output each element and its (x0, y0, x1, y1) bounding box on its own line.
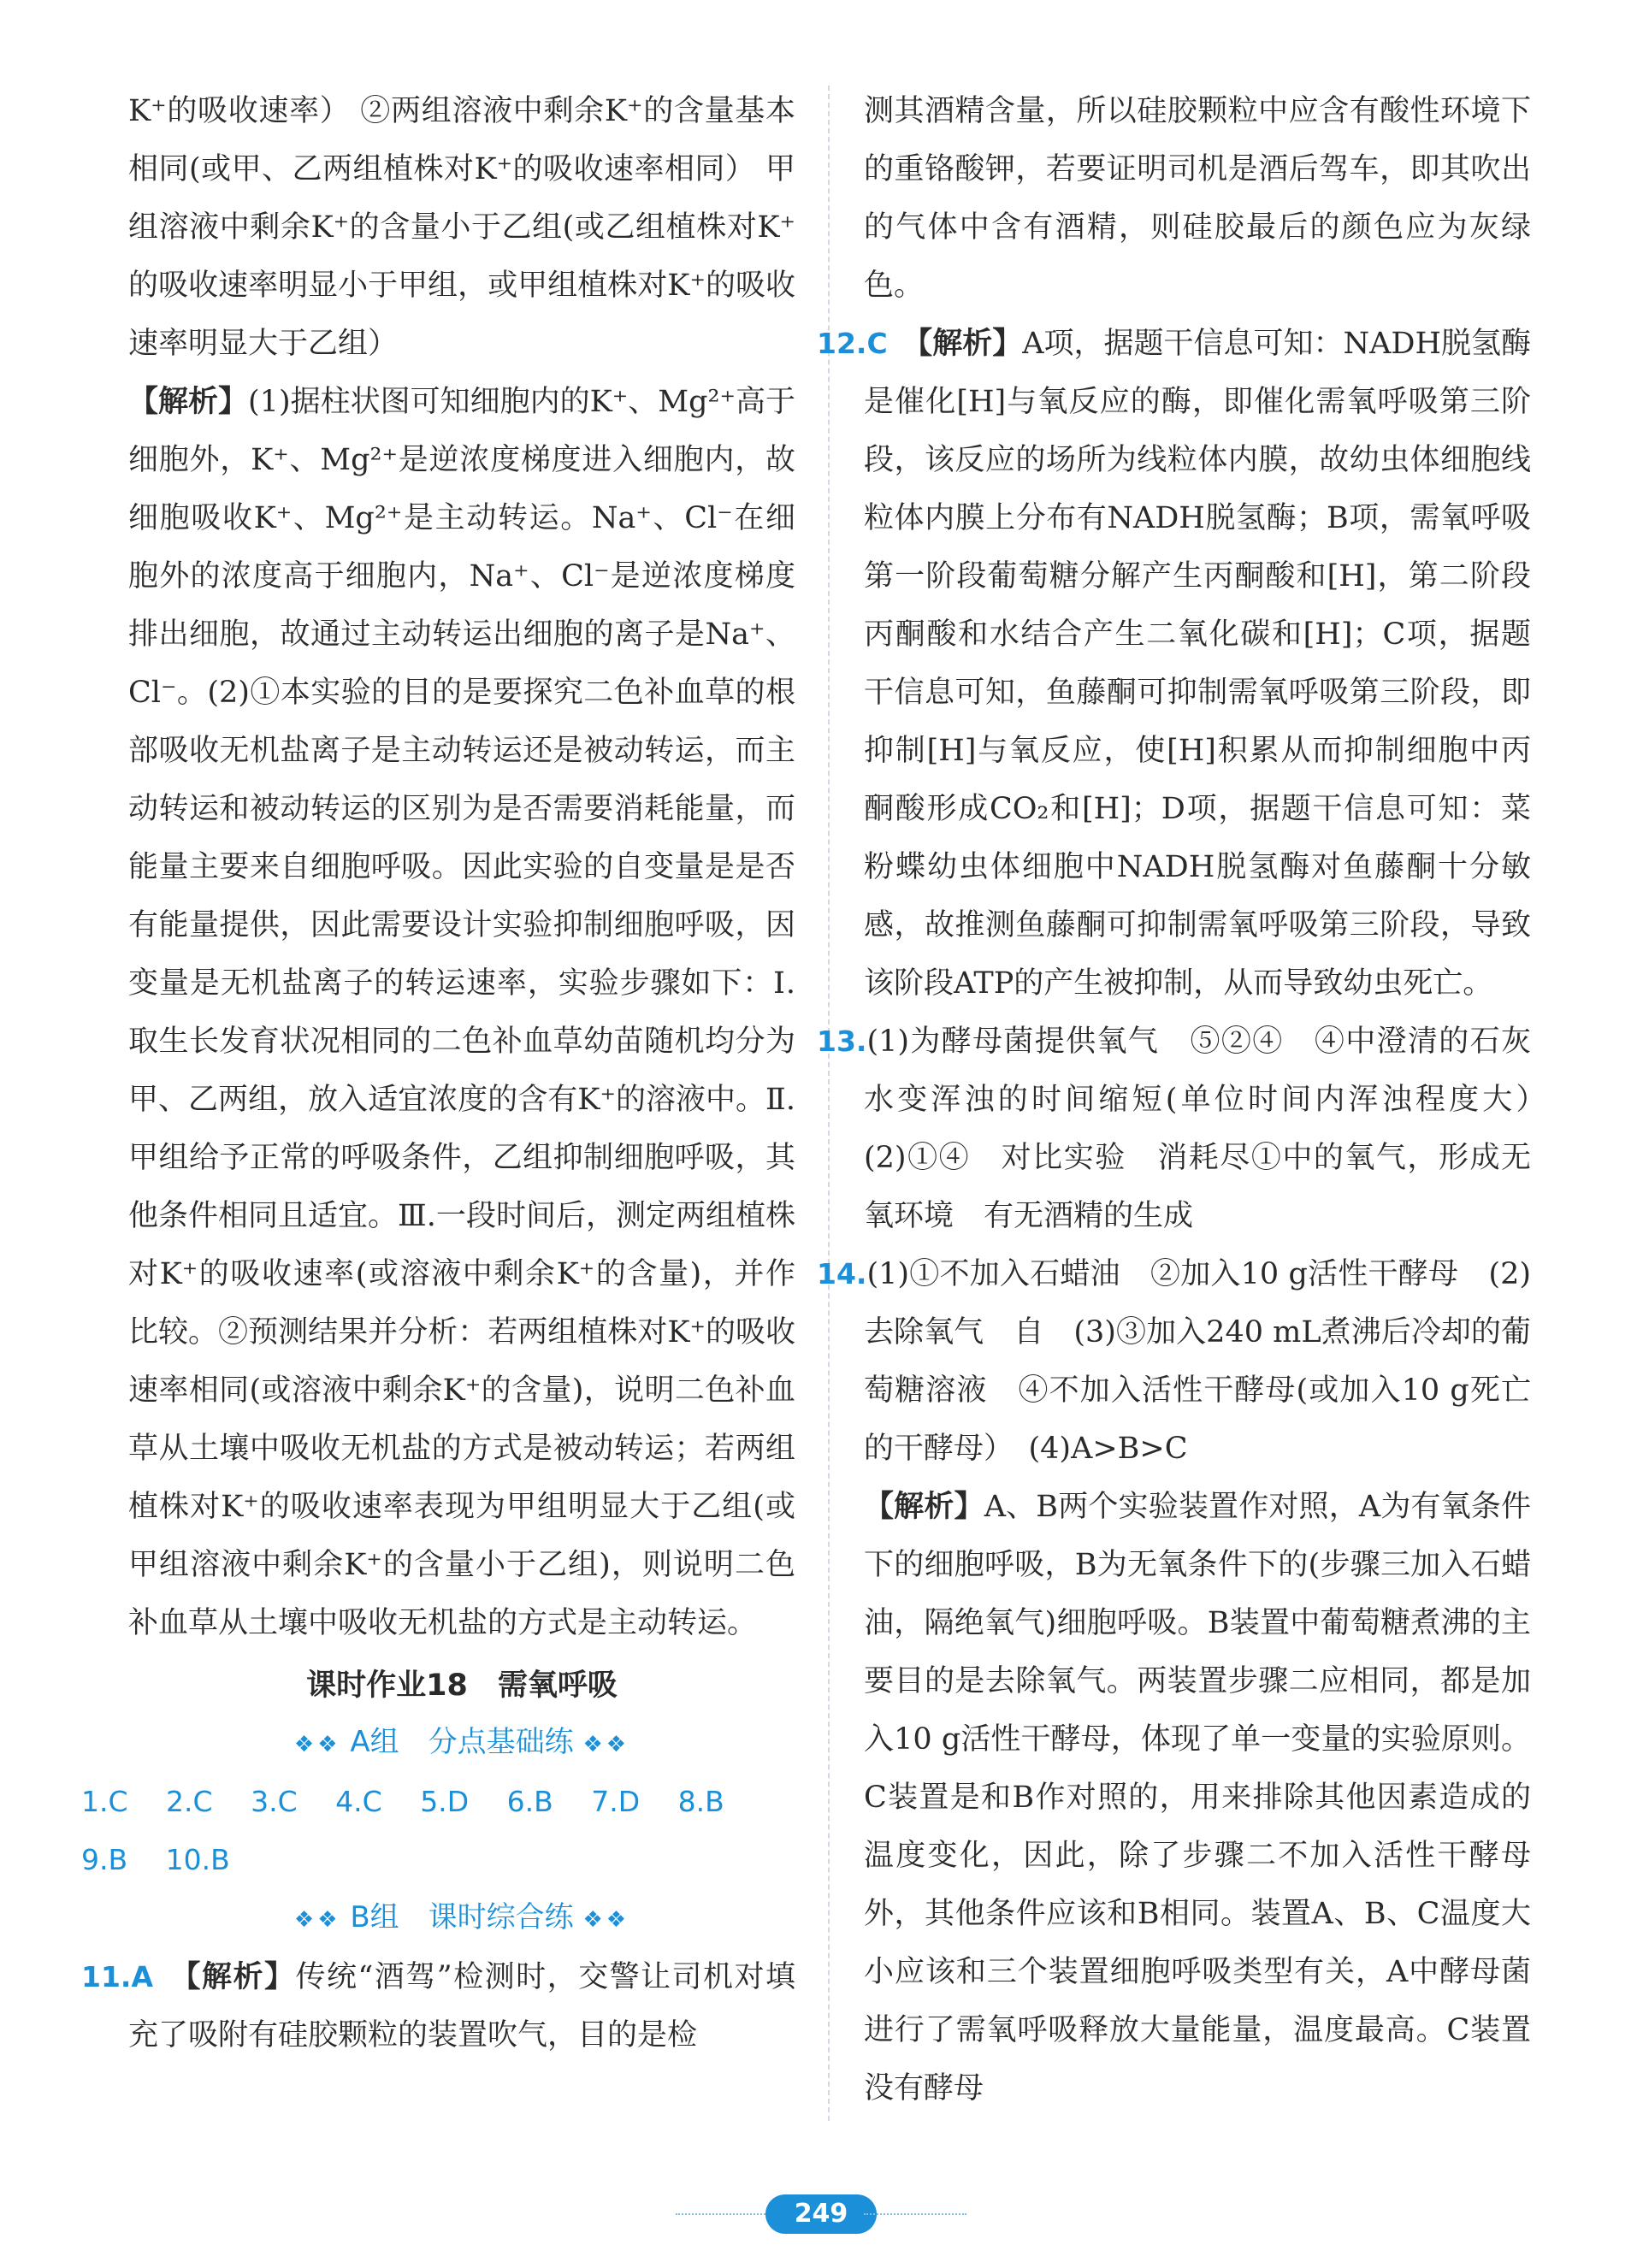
answer-4: 4.C (335, 1785, 382, 1818)
right-column (817, 82, 1562, 2117)
page-footer (0, 2189, 1643, 2241)
q14-number: 14. (817, 1257, 867, 1291)
answer-8: 8.B (677, 1785, 724, 1818)
page-number: 249 (765, 2194, 877, 2234)
group-a-title: ❖❖ A组 分点基础练 ❖❖ (293, 1725, 630, 1759)
answer-list (81, 1773, 795, 1889)
q11: 11.A 【解析】传统“酒驾”检测时，交警让司机对填充了吸附有硅胶颗粒的装置吹气，目的是检 (81, 1960, 795, 2052)
section-title: 课时作业18 需氧呼吸 (306, 1669, 618, 1703)
q13: 13.(1)为酵母菌提供氧气 ⑤②④ ④中澄清的石灰水变浑浊的时间缩短(单位时间内浑浊程度大） (2)①④ 对比实验 消耗尽①中的氧气，形成无氧环境 有无酒精的生成 (817, 1025, 1562, 1233)
q11-continued: 测其酒精含量，所以硅胶颗粒中应含有酸性环境下的重铬酸钾，若要证明司机是酒后驾车，即其吹出的气体中含有酒精，则硅胶最后的颜色应为灰绿色。 (864, 94, 1531, 303)
diamond-deco-icon: ❖❖ (582, 1732, 630, 1757)
q12-number: 12.C (817, 327, 888, 360)
diamond-deco-icon: ❖❖ (293, 1732, 341, 1757)
answer-6: 6.B (506, 1785, 553, 1818)
answer-7: 7.D (591, 1785, 641, 1818)
diamond-deco-icon: ❖❖ (293, 1907, 341, 1933)
q14: 14.(1)①不加入石蜡油 ②加入10 g活性干酵母 (2)去除氧气 自 (3)③加入240 mL煮沸后冷却的葡萄糖溶液 ④不加入活性干酵母(或加入10 g死亡的干酵母） (4)A>B>C (817, 1257, 1531, 1466)
diamond-deco-icon: ❖❖ (582, 1907, 630, 1933)
answer-9: 9.B (81, 1843, 128, 1876)
group-b-title: ❖❖ B组 课时综合练 ❖❖ (293, 1900, 630, 1934)
footer-rule-right (864, 2213, 966, 2215)
q10-answer-continued: K⁺的吸收速率） ②两组溶液中剩余K⁺的含量基本相同(或甲、乙两组植株对K⁺的吸收速率相同） 甲组溶液中剩余K⁺的含量小于乙组(或乙组植株对K⁺的吸收速率明显小于甲组，或甲组植株对K⁺的吸收速率明显大于乙组） (128, 94, 795, 361)
q12: 12.C 【解析】A项，据题干信息可知：NADH脱氢酶是催化[H]与氧反应的酶，即催化需氧呼吸第三阶段，该反应的场所为线粒体内膜，故幼虫体细胞线粒体内膜上分布有NADH脱氢酶；B项，需氧呼吸第一阶段葡萄糖分解产生丙酮酸和[H]，第二阶段丙酮酸和水结合产生二氧化碳和[H]；C项，据题干信息可知，鱼藤酮可抑制需氧呼吸第三阶段，即抑制[H]与氧反应，使[H]积累从而抑制细胞中丙酮酸形成CO₂和[H]；D项，据题干信息可知：菜粉蝶幼虫体细胞中NADH脱氢酶对鱼藤酮十分敏感，故推测鱼藤酮可抑制需氧呼吸第三阶段，导致该阶段ATP的产生被抑制，从而导致幼虫死亡。 (817, 327, 1531, 1001)
q13-number: 13. (817, 1025, 867, 1058)
analysis-tag: 【解析】 (128, 385, 249, 419)
answer-3: 3.C (251, 1785, 298, 1818)
footer-rule-left (676, 2213, 778, 2215)
answer-1: 1.C (81, 1785, 128, 1818)
analysis-tag: 【解析】 (864, 1490, 984, 1524)
q11-number: 11.A (81, 1960, 154, 1993)
q10-analysis: 【解析】(1)据柱状图可知细胞内的K⁺、Mg²⁺高于细胞外，K⁺、Mg²⁺是逆浓度梯度进入细胞内，故细胞吸收K⁺、Mg²⁺是主动转运。Na⁺、Cl⁻在细胞外的浓度高于细胞内，Na⁺、Cl⁻是逆浓度梯度排出细胞，故通过主动转运出细胞的离子是Na⁺、Cl⁻。(2)①本实验的目的是要探究二色补血草的根部吸收无机盐离子是主动转运还是被动转运，而主动转运和被动转运的区别为是否需要消耗能量，而能量主要来自细胞呼吸。因此实验的自变量是是否有能量提供，因此需要设计实验抑制细胞呼吸，因变量是无机盐离子的转运速率，实验步骤如下：Ⅰ.取生长发育状况相同的二色补血草幼苗随机均分为甲、乙两组，放入适宜浓度的含有K⁺的溶液中。Ⅱ.甲组给予正常的呼吸条件，乙组抑制细胞呼吸，其他条件相同且适宜。Ⅲ.一段时间后，测定两组植株对K⁺的吸收速率(或溶液中剩余K⁺的含量)，并作比较。②预测结果并分析：若两组植株对K⁺的吸收速率相同(或溶液中剩余K⁺的含量)，说明二色补血草从土壤中吸收无机盐的方式是被动转运；若两组植株对K⁺的吸收速率表现为甲组明显大于乙组(或甲组溶液中剩余K⁺的含量小于乙组)，则说明二色补血草从土壤中吸收无机盐的方式是主动转运。 (128, 385, 795, 1640)
answer-5: 5.D (420, 1785, 470, 1818)
answer-10: 10.B (165, 1843, 230, 1876)
left-column (81, 82, 795, 2064)
q14-analysis: 【解析】A、B两个实验装置作对照，A为有氧条件下的细胞呼吸，B为无氧条件下的(步骤三加入石蜡油，隔绝氧气)细胞呼吸。B装置中葡萄糖煮沸的主要目的是去除氧气。两装置步骤二应相同，都是加入10 g活性干酵母，体现了单一变量的实验原则。C装置是和B作对照的，用来排除其他因素造成的温度变化，因此，除了步骤二不加入活性干酵母外，其他条件应该和B相同。装置A、B、C温度大小应该和三个装置细胞呼吸类型有关，A中酵母菌进行了需氧呼吸释放大量能量，温度最高。C装置没有酵母 (864, 1490, 1531, 2106)
answer-2: 2.C (166, 1785, 213, 1818)
